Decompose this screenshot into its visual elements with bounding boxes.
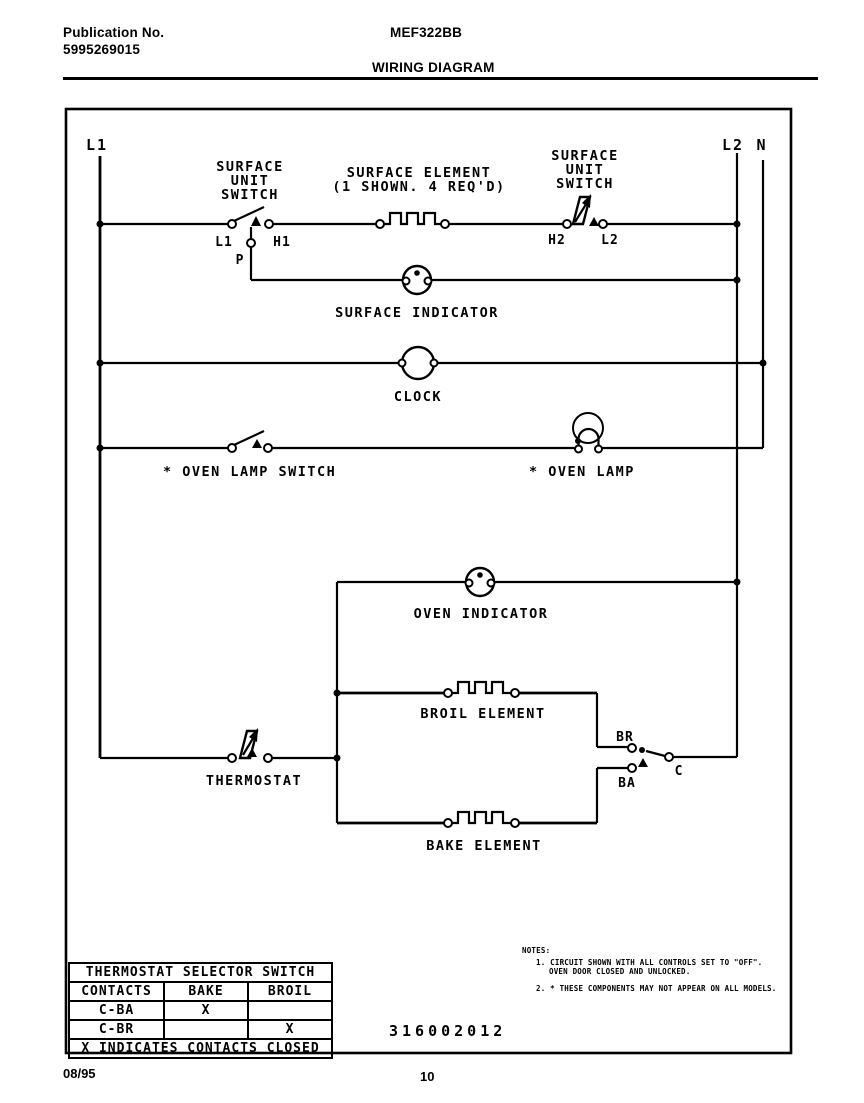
surface-unit-switch-right-label-2: UNIT — [565, 162, 605, 178]
col-contacts: CONTACTS — [69, 982, 164, 1001]
part-number: 316002012 — [389, 1022, 507, 1040]
cell-broil: X — [248, 1020, 332, 1039]
surface-unit-switch-left-label-1: SURFACE — [216, 159, 284, 175]
oven-lamp-symbol — [573, 413, 603, 453]
bake-element-wires — [337, 768, 628, 827]
surface-unit-switch-right-symbol — [563, 194, 607, 228]
note-2: 2. * THESE COMPONENTS MAY NOT APPEAR ON ALL MODELS. — [536, 984, 777, 993]
note-1-line-1: 1. CIRCUIT SHOWN WITH ALL CONTROLS SET TO "OFF". — [536, 958, 763, 967]
surface-element-symbol — [384, 213, 441, 224]
oven-lamp-switch-label: * OVEN LAMP SWITCH — [163, 464, 337, 480]
surface-element-label-2: (1 SHOWN. 4 REQ'D) — [332, 179, 506, 195]
oven-indicator-label: OVEN INDICATOR — [413, 606, 549, 622]
terminal-label-c: C — [674, 764, 684, 779]
surface-unit-switch-left-label-3: SWITCH — [221, 187, 279, 203]
cell-contact: C-BA — [69, 1001, 164, 1020]
table-title: THERMOSTAT SELECTOR SWITCH — [69, 963, 332, 982]
oven-lamp-label: * OVEN LAMP — [529, 464, 635, 480]
col-bake: BAKE — [164, 982, 248, 1001]
surface-circuit-wires — [100, 213, 737, 224]
oven-indicator-symbol — [466, 568, 495, 596]
cell-bake: X — [164, 1001, 248, 1020]
table-header-row — [69, 982, 332, 1001]
terminal-label-ba: BA — [618, 776, 636, 791]
surface-element-terminal-right — [441, 220, 449, 228]
cell-contact: C-BR — [69, 1020, 164, 1039]
thermostat-symbol — [228, 728, 272, 762]
surface-element-label-1: SURFACE ELEMENT — [346, 165, 492, 181]
cell-bake — [164, 1020, 248, 1039]
notes-heading: NOTES: — [522, 946, 551, 955]
terminal-label-p: P — [235, 253, 245, 268]
surface-element-terminal-left — [376, 220, 384, 228]
bus-label-l1: L1 — [85, 136, 109, 154]
terminal-label-h1: H1 — [273, 235, 291, 250]
broil-element-label: BROIL ELEMENT — [420, 706, 546, 722]
thermostat-label: THERMOSTAT — [205, 773, 303, 789]
bus-label-n: N — [756, 136, 768, 154]
model-number: MEF322BB — [390, 25, 463, 40]
surface-unit-switch-right-label-3: SWITCH — [556, 176, 614, 192]
bus-wires — [100, 153, 763, 823]
surface-unit-switch-left-label-2: UNIT — [230, 173, 270, 189]
junction-dots — [97, 221, 767, 762]
oven-lamp-switch-symbol — [228, 431, 272, 452]
col-broil: BROIL — [248, 982, 332, 1001]
notes-block — [522, 946, 812, 993]
footer-date: 08/95 — [63, 1066, 96, 1081]
note-1-line-2: OVEN DOOR CLOSED AND UNLOCKED. — [549, 967, 691, 976]
table-row — [69, 1020, 332, 1039]
bus-label-l2: L2 — [721, 136, 745, 154]
publication-number: 5995269015 — [63, 42, 141, 57]
clock-label: CLOCK — [393, 389, 443, 405]
cell-broil — [248, 1001, 332, 1020]
table-row — [69, 1001, 332, 1020]
clock-symbol — [399, 347, 438, 379]
footer-page-number: 10 — [420, 1069, 435, 1084]
table-footer: X INDICATES CONTACTS CLOSED — [69, 1039, 332, 1058]
surface-indicator-label: SURFACE INDICATOR — [335, 305, 499, 321]
terminal-label-br: BR — [616, 730, 634, 745]
thermostat-selector-table — [68, 962, 333, 1059]
surface-indicator-symbol — [403, 266, 432, 294]
bake-element-label: BAKE ELEMENT — [426, 838, 542, 854]
page-title: WIRING DIAGRAM — [372, 60, 495, 79]
terminal-label-l1: L1 — [215, 235, 233, 250]
surface-unit-switch-left-symbol — [228, 207, 273, 280]
terminal-label-h2: H2 — [548, 233, 566, 248]
terminal-label-l2: L2 — [601, 233, 619, 248]
publication-label: Publication No. — [63, 25, 165, 40]
surface-unit-switch-right-label-1: SURFACE — [551, 148, 619, 164]
